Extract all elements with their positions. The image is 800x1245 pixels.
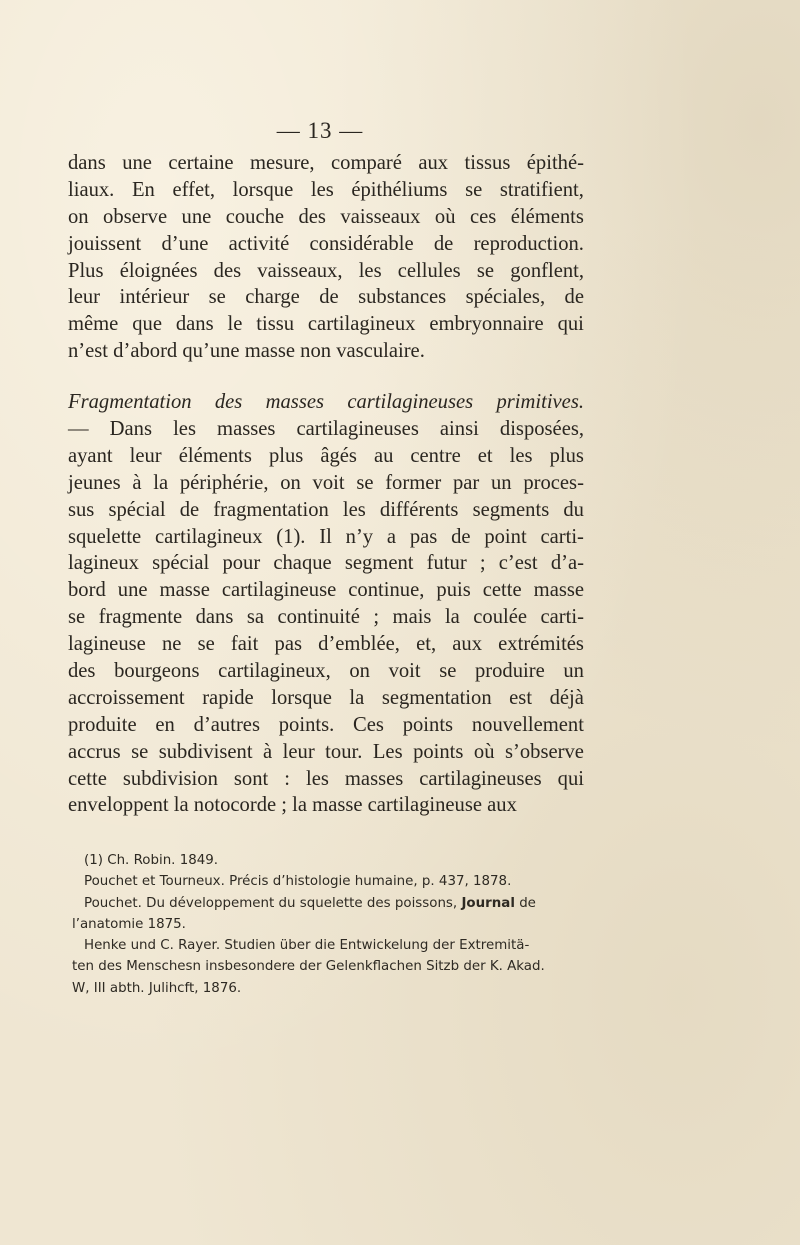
text-line: même que dans le tissu cartilagineux embryonnaire qui [68,313,584,336]
footnote-1: (1) Ch. Robin. 1849. [84,853,219,868]
text-line: accrus se subdivisent à leur tour. Les points où s’observe [68,740,584,763]
text-line: lagineuse ne se fait pas d’emblée, et, aux extrémités [68,633,584,656]
footnote-4-continued: ten des Menschesn insbesondere der Gelenkflachen Sitzb der K. Akad. [72,959,545,975]
section-heading: Fragmentation des masses cartilagineuses primitives. [68,391,584,414]
footnote-3-text: Pouchet. Du développement du squelette des poissons, [84,895,458,911]
text-line: — Dans les masses cartilagineuses ainsi disposées, [68,418,584,441]
text-line: leur intérieur se charge de substances spéciales, de [68,286,584,309]
footnote-3-de: de [519,895,536,911]
paragraph-2 [68,389,584,819]
page-number: — 13 — [276,118,364,143]
footnotes [72,850,588,999]
footnote-3-journal: Journal [461,895,515,911]
text-line: accroissement rapide lorsque la segmentation est déjà [68,686,584,709]
footnote-3 [72,893,588,914]
text-line: se fragmente dans sa continuité ; mais la coulée carti- [68,606,584,629]
text-line: jeunes à la périphérie, on voit se former par un proces- [68,471,584,494]
text-line: on observe une couche des vaisseaux où ces éléments [68,205,584,228]
text-line: bord une masse cartilagineuse continue, puis cette masse [68,579,584,602]
text-line: n’est d’abord qu’une masse non vasculaire. [68,340,425,363]
footnote-3-continued: l’anatomie 1875. [72,916,186,932]
text-line: ayant leur éléments plus âgés au centre et les plus [68,444,584,467]
text-line: sus spécial de fragmentation les différents segments du [68,498,584,521]
text-line: jouissent d’une activité considérable de reproduction. [68,232,584,255]
main-text [68,150,584,819]
paragraph-1 [68,150,584,365]
text-line: liaux. En effet, lorsque les épithéliums se stratifient, [68,178,584,201]
footnote-4-end: W, III abth. Julihcft, 1876. [72,980,242,996]
text-line: Plus éloignées des vaisseaux, les cellules se gonflent, [68,259,584,282]
footnote-4: Henke und C. Rayer. Studien über die Entwickelung der Extremitä- [84,938,530,954]
text-line: cette subdivision sont : les masses cartilagineuses qui [68,767,584,790]
text-line: dans une certaine mesure, comparé aux tissus épithé- [68,152,584,174]
text-line: squelette cartilagineux (1). Il n’y a pas de point carti- [68,525,584,548]
text-line: des bourgeons cartilagineux, on voit se produire un [68,660,584,683]
text-line: enveloppent la notocorde ; la masse cartilagineuse aux [68,794,517,817]
footnote-2: Pouchet et Tourneux. Précis d’histologie humaine, p. 437, 1878. [84,874,512,890]
text-line: produite en d’autres points. Ces points nouvellement [68,713,584,736]
text-line: lagineux spécial pour chaque segment futur ; c’est d’a- [68,552,584,575]
